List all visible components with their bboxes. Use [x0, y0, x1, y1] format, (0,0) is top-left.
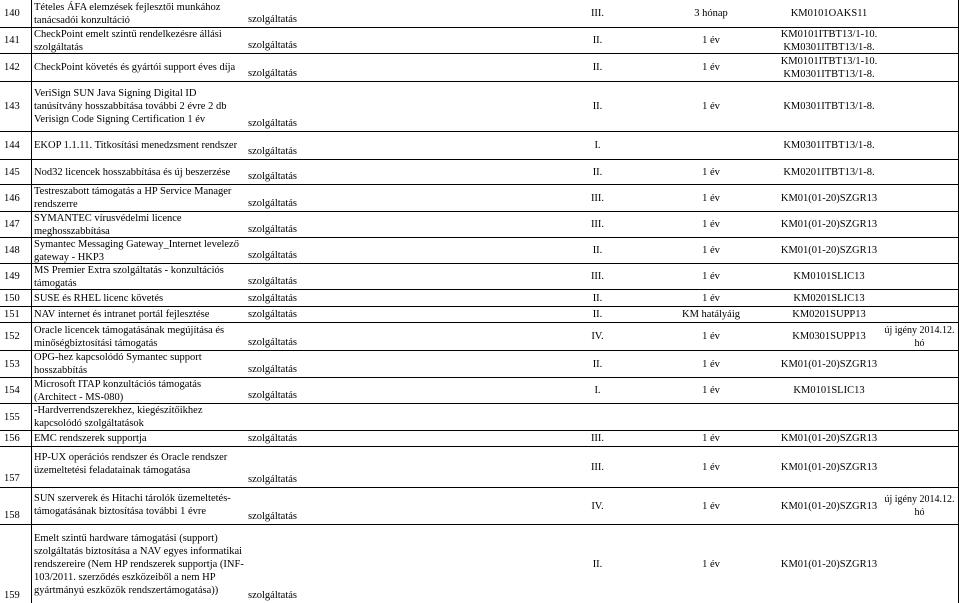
- row-description: VeriSign SUN Java Signing Digital ID tanúsítvány hosszabbítása további 2 évre 2 db Verisign Code Signing Certification 1 év: [34, 88, 227, 125]
- row-type: szolgáltatás: [248, 198, 297, 209]
- row-number: 151: [4, 309, 20, 320]
- column-divider: [31, 0, 32, 603]
- row-note: [880, 185, 959, 211]
- row-number: 149: [4, 271, 20, 282]
- row-type: szolgáltatás: [248, 292, 297, 304]
- row-code: KM0101OAKS11: [790, 8, 868, 19]
- row-divider: [0, 131, 959, 132]
- row-description: CheckPoint követés és gyártói support éves díja: [34, 62, 236, 73]
- row-number: 152: [4, 331, 20, 342]
- row-duration: 1 év: [702, 461, 720, 473]
- row-duration: 1 év: [702, 245, 720, 256]
- row-description: Nod32 licencek hosszabbítása és új beszerzése: [34, 166, 231, 178]
- row-priority: II.: [592, 101, 603, 112]
- row-duration: 1 év: [702, 292, 720, 304]
- row-priority: I.: [594, 385, 601, 396]
- row-code: KM01(01-20)SZGR13: [780, 433, 878, 444]
- row-code: KM0201SLIC13: [793, 292, 865, 304]
- row-duration: KM hatályáig: [681, 309, 741, 320]
- row-description: SUSE és RHEL licenc követés: [34, 292, 164, 304]
- row-description: NAV internet és intranet portál fejlesztése: [34, 309, 210, 320]
- row-note: [880, 82, 959, 131]
- row-note: [880, 307, 959, 322]
- row-divider: [0, 237, 959, 238]
- row-divider: [0, 350, 959, 351]
- row-type: szolgáltatás: [248, 390, 297, 401]
- row-duration: 1 év: [702, 101, 720, 112]
- row-description: HP-UX operációs rendszer és Oracle rendszer üzemeltetési feladatainak támogatása: [34, 452, 228, 476]
- row-priority: II.: [592, 166, 603, 178]
- row-priority: III.: [590, 271, 605, 282]
- row-priority: IV.: [591, 500, 604, 512]
- row-type: szolgáltatás: [248, 433, 297, 444]
- row-divider: [0, 211, 959, 212]
- table-row: [0, 238, 959, 263]
- row-description: Microsoft ITAP konzultációs támogatás (Architect - MS-080): [34, 378, 202, 403]
- row-divider: [0, 263, 959, 264]
- table-row: [0, 160, 959, 184]
- row-duration: 1 év: [702, 192, 720, 204]
- table-row: [0, 132, 959, 159]
- row-type: szolgáltatás: [248, 224, 297, 235]
- row-duration: 1 év: [702, 271, 720, 282]
- row-divider: [0, 27, 959, 28]
- row-code: KM0201ITBT13/1-8.: [783, 166, 875, 178]
- row-note: [880, 351, 959, 377]
- row-description: -Hardverrendszerekhez, kiegészítőikhez kapcsolódó szolgáltatások: [34, 405, 203, 429]
- row-code: KM01(01-20)SZGR13: [780, 245, 878, 256]
- row-number: 144: [4, 140, 20, 151]
- row-divider: [0, 403, 959, 404]
- row-note: [880, 0, 959, 27]
- row-description: SUN szerverek és Hitachi tárolók üzemeltetés-támogatásának biztosítása további 1 évre: [34, 493, 231, 517]
- table-row: [0, 307, 959, 322]
- row-type: szolgáltatás: [248, 337, 297, 348]
- table-row: [0, 185, 959, 211]
- row-note: [880, 525, 959, 603]
- row-code: KM01(01-20)SZGR13: [780, 192, 878, 204]
- row-priority: I.: [594, 140, 601, 151]
- row-type: szolgáltatás: [248, 250, 297, 261]
- table-row: [0, 28, 959, 53]
- row-note: [880, 160, 959, 184]
- row-number: 159: [4, 590, 20, 601]
- row-number: 154: [4, 385, 20, 396]
- row-type: szolgáltatás: [248, 14, 297, 25]
- row-type: szolgáltatás: [248, 364, 297, 375]
- row-description: Symantec Messaging Gateway_Internet levelező gateway - HKP3: [34, 238, 239, 263]
- row-divider: [0, 377, 959, 378]
- row-type: [246, 404, 336, 430]
- table-row: [0, 525, 959, 603]
- row-duration: 1 év: [702, 62, 720, 73]
- table-row: [0, 323, 959, 350]
- row-note: [880, 290, 959, 306]
- row-note: új igény 2014.12. hó: [884, 324, 955, 349]
- table-row: [0, 54, 959, 81]
- row-code: KM0101SLIC13: [793, 385, 865, 396]
- row-divider: [0, 446, 959, 447]
- row-number: 156: [4, 433, 20, 444]
- row-duration: 1 év: [702, 166, 720, 178]
- row-duration: 1 év: [702, 35, 720, 46]
- row-divider: [0, 430, 959, 431]
- table-row: [0, 82, 959, 131]
- row-type: szolgáltatás: [248, 276, 297, 287]
- row-divider: [0, 159, 959, 160]
- row-priority: II.: [592, 558, 603, 570]
- row-code: KM01(01-20)SZGR13: [780, 358, 878, 370]
- table-row: [0, 378, 959, 403]
- row-type: szolgáltatás: [248, 309, 297, 320]
- table-row: [0, 431, 959, 446]
- row-type: szolgáltatás: [248, 511, 297, 522]
- row-priority: IV.: [591, 331, 604, 342]
- row-code: KM01(01-20)SZGR13: [780, 219, 878, 230]
- row-note: [880, 238, 959, 263]
- row-number: 150: [4, 292, 20, 304]
- table-row: [0, 488, 959, 524]
- row-divider: [0, 524, 959, 525]
- table-row: [0, 290, 959, 306]
- row-number: 147: [4, 219, 20, 230]
- row-code: KM0101SLIC13: [793, 271, 865, 282]
- row-type: szolgáltatás: [248, 146, 297, 157]
- row-duration: 1 év: [702, 358, 720, 370]
- row-description: Emelt szintű hardware támogatási (support) szolgáltatás biztosítása a NAV egyes informatikai rendszereire (Nem HP rendszerek supportja (INF-103/2011. szerződés eszközeiből a nem HP gyártmányú eszközök rendszertámogatása)): [34, 532, 244, 596]
- row-duration: 1 év: [702, 385, 720, 396]
- row-priority: II.: [592, 62, 603, 73]
- row-priority: II.: [592, 358, 603, 370]
- row-priority: II.: [592, 35, 603, 46]
- row-note: [880, 212, 959, 237]
- row-description: EKOP 1.1.11. Titkosítási menedzsment rendszer: [34, 140, 238, 151]
- row-type: szolgáltatás: [248, 474, 297, 485]
- row-priority: III.: [590, 433, 605, 444]
- table-row: [0, 404, 959, 430]
- row-number: 153: [4, 358, 20, 370]
- row-code: KM0301SUPP13: [792, 331, 866, 342]
- row-type: szolgáltatás: [248, 68, 297, 79]
- row-note: [880, 54, 959, 81]
- row-priority: [560, 404, 635, 430]
- row-duration: 1 év: [702, 331, 720, 342]
- row-number: 141: [4, 35, 20, 46]
- row-description: CheckPoint emelt szintű rendelkezésre állási szolgáltatás: [34, 28, 222, 53]
- table-row: [0, 212, 959, 237]
- row-description: SYMANTEC vírusvédelmi licence meghosszabbítása: [34, 212, 182, 237]
- row-description: Tételes ÁFA elemzések fejlesztői munkához tanácsadói konzultáció: [34, 1, 221, 26]
- row-note: [880, 447, 959, 487]
- row-code: [764, 404, 894, 430]
- row-description: OPG-hez kapcsolódó Symantec support hosszabbítás: [34, 352, 202, 376]
- row-number: 143: [4, 101, 20, 112]
- row-type: szolgáltatás: [248, 590, 297, 601]
- row-note: új igény 2014.12. hó: [884, 494, 955, 518]
- row-divider: [0, 81, 959, 82]
- row-divider: [0, 487, 959, 488]
- row-note: [880, 378, 959, 403]
- row-code: KM0101ITBT13/1-10. KM0301ITBT13/1-8.: [780, 28, 878, 53]
- row-note: [880, 132, 959, 159]
- row-description: Oracle licencek támogatásának megújítása és minőségbiztosítási támogatás: [34, 324, 225, 349]
- row-number: 140: [4, 8, 20, 19]
- row-number: 158: [4, 510, 20, 521]
- row-duration: 1 év: [702, 500, 720, 512]
- row-description: EMC rendszerek supportja: [34, 433, 147, 444]
- row-divider: [0, 306, 959, 307]
- row-code: KM01(01-20)SZGR13: [780, 558, 878, 570]
- row-duration: 1 év: [702, 433, 720, 444]
- row-type: szolgáltatás: [248, 40, 297, 51]
- row-divider: [0, 322, 959, 323]
- row-duration: 3 hónap: [694, 8, 728, 19]
- row-divider: [0, 289, 959, 290]
- row-number: 142: [4, 62, 20, 73]
- row-note: [880, 404, 959, 430]
- row-priority: II.: [592, 292, 603, 304]
- table-row: [0, 0, 959, 27]
- row-number: 157: [4, 473, 20, 484]
- row-number: 155: [4, 411, 20, 423]
- row-priority: II.: [592, 309, 603, 320]
- row-number: 145: [4, 166, 20, 178]
- row-priority: III.: [590, 461, 605, 473]
- row-priority: III.: [590, 219, 605, 230]
- row-number: 148: [4, 245, 20, 256]
- row-priority: II.: [592, 245, 603, 256]
- row-note: [880, 431, 959, 446]
- row-duration: 1 év: [702, 219, 720, 230]
- row-priority: III.: [590, 192, 605, 204]
- row-code: KM0301ITBT13/1-8.: [783, 140, 875, 151]
- row-description: MS Premier Extra szolgáltatás - konzultációs támogatás: [34, 264, 224, 289]
- row-type: szolgáltatás: [248, 118, 297, 129]
- row-code: KM0301ITBT13/1-8.: [783, 101, 875, 112]
- row-code: KM01(01-20)SZGR13: [780, 461, 878, 473]
- row-note: [880, 264, 959, 289]
- row-code: KM0201SUPP13: [792, 309, 866, 320]
- row-divider: [0, 53, 959, 54]
- row-code: KM0101ITBT13/1-10. KM0301ITBT13/1-8.: [780, 55, 878, 80]
- table-row: [0, 264, 959, 289]
- row-priority: III.: [590, 8, 605, 19]
- row-description: Testreszabott támogatás a HP Service Manager rendszerre: [34, 186, 232, 210]
- row-duration: 1 év: [702, 558, 720, 570]
- row-note: [880, 28, 959, 53]
- row-type: szolgáltatás: [248, 171, 297, 182]
- table-row: [0, 447, 959, 487]
- row-code: KM01(01-20)SZGR13: [780, 500, 878, 512]
- row-number: 146: [4, 192, 20, 204]
- row-divider: [0, 184, 959, 185]
- table-row: [0, 351, 959, 377]
